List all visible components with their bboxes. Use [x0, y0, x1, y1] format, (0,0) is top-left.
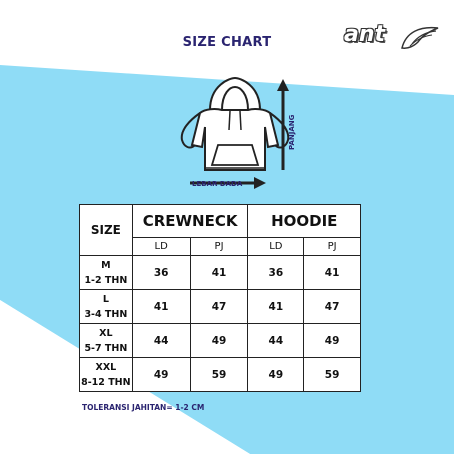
brand-logo-text: ant — [344, 22, 386, 47]
hoodie-pj-cell: 41 — [304, 256, 361, 290]
size-cell — [80, 256, 133, 290]
table-row — [80, 358, 361, 392]
table-row — [80, 290, 361, 324]
chest-width-label: LEBAR DADA — [192, 180, 243, 188]
brand-logo — [340, 22, 444, 56]
size-header: SIZE — [80, 205, 133, 256]
size-table — [79, 204, 361, 392]
crewneck-pj-cell: 47 — [190, 290, 248, 324]
hoodie-ld-cell: 36 — [248, 256, 304, 290]
hoodie-pj-cell: 47 — [304, 290, 361, 324]
tolerance-note: TOLERANSI JAHITAN= 1-2 CM — [82, 403, 205, 412]
size-name: M — [101, 259, 111, 271]
crewneck-pj-header: PJ — [190, 238, 248, 256]
crewneck-pj-cell: 59 — [190, 358, 248, 392]
hoodie-ld-cell: 41 — [248, 290, 304, 324]
wing-icon — [398, 24, 442, 54]
crewneck-ld-cell: 41 — [132, 290, 190, 324]
hoodie-header: HOODIE — [248, 205, 361, 238]
size-age: 3-4 THN — [84, 308, 128, 320]
size-age: 5-7 THN — [84, 342, 128, 354]
crewneck-pj-cell: 41 — [190, 256, 248, 290]
table-row — [80, 256, 361, 290]
hoodie-pj-cell: 49 — [304, 324, 361, 358]
size-age: 8-12 THN — [81, 376, 131, 388]
size-cell — [80, 324, 133, 358]
hoodie-ld-cell: 44 — [248, 324, 304, 358]
size-age: 1-2 THN — [84, 274, 128, 286]
table-row — [80, 324, 361, 358]
crewneck-header: CREWNECK — [132, 205, 248, 238]
crewneck-ld-cell: 49 — [132, 358, 190, 392]
hoodie-pj-header: PJ — [304, 238, 361, 256]
page-title: SIZE CHART — [182, 35, 272, 50]
hoodie-ld-header: LD — [248, 238, 304, 256]
length-label: PANJANG — [288, 114, 296, 150]
crewneck-ld-cell: 36 — [132, 256, 190, 290]
crewneck-pj-cell: 49 — [190, 324, 248, 358]
hoodie-pj-cell: 59 — [304, 358, 361, 392]
crewneck-ld-header: LD — [132, 238, 190, 256]
size-name: XL — [99, 327, 113, 339]
size-cell — [80, 290, 133, 324]
size-name: XXL — [95, 361, 117, 373]
crewneck-ld-cell: 44 — [132, 324, 190, 358]
size-cell — [80, 358, 133, 392]
size-name: L — [102, 293, 109, 305]
hoodie-ld-cell: 49 — [248, 358, 304, 392]
